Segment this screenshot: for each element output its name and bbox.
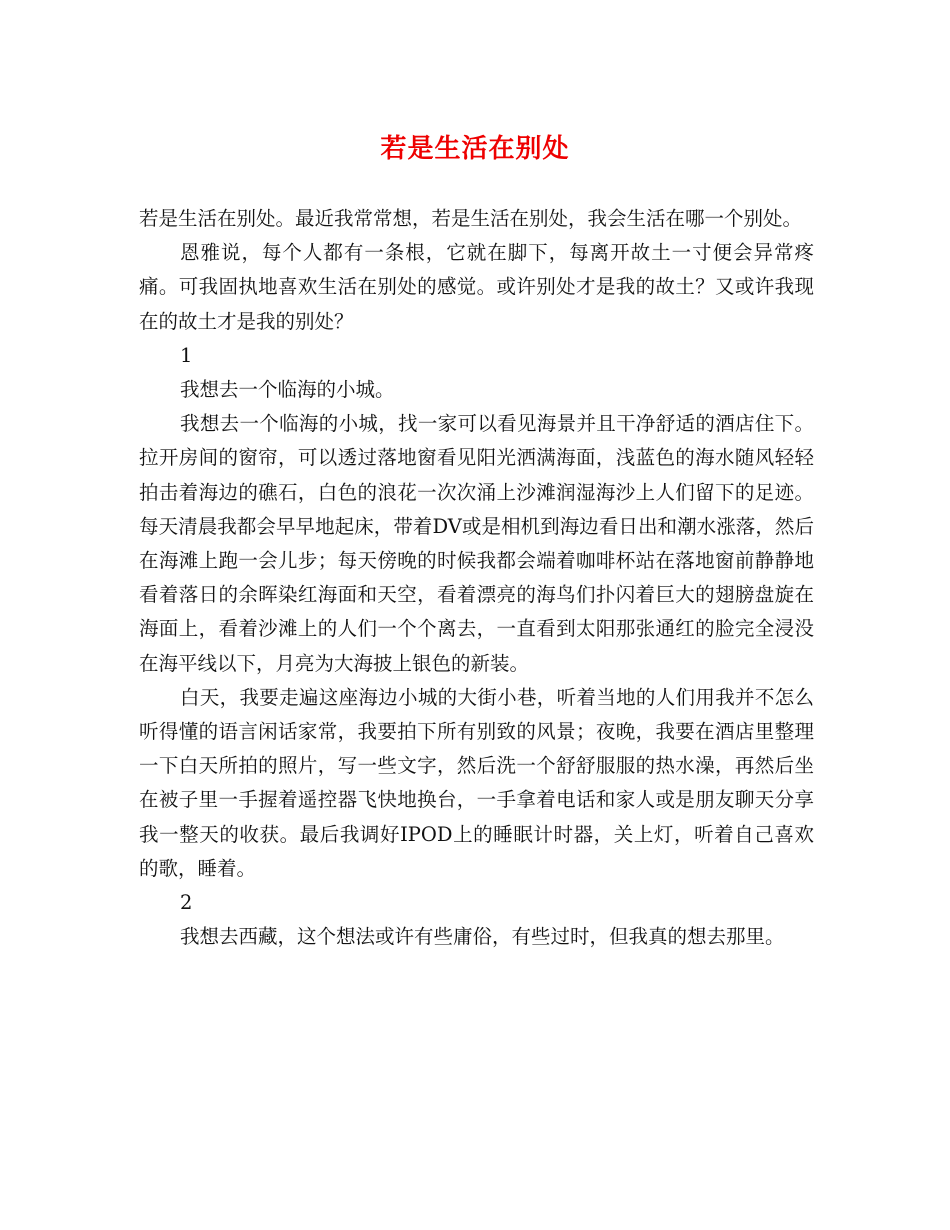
paragraph-intro: 若是生活在别处。最近我常常想，若是生活在别处，我会生活在哪一个别处。	[139, 207, 803, 230]
section-number-2: 2	[180, 891, 193, 915]
paragraph-enya: 恩雅说，每个人都有一条根，它就在脚下，每离开故土一寸便会异常疼痛。可我固执地喜欢生活在别处的感觉。或许别处才是我的故土？又或许我现在的故土才是我的别处？	[139, 241, 814, 333]
document-title: 若是生活在别处	[380, 134, 570, 164]
section-number-1: 1	[180, 343, 193, 367]
paragraph-tibet: 我想去西藏，这个想法或许有些庸俗，有些过时，但我真的想去那里。	[180, 925, 785, 949]
document-body	[139, 202, 814, 954]
paragraph-seaside-hotel: 我想去一个临海的小城，找一家可以看见海景并且干净舒适的酒店住下。拉开房间的窗帘，可以透过落地窗看见阳光洒满海面，浅蓝色的海水随风轻轻拍击着海边的礁石，白色的浪花一次次涌上沙滩润湿海沙上人们留下的足迹。每天清晨我都会早早地起床，带着DV或是相机到海边看日出和潮水涨落，然后在海滩上跑一会儿步；每天傍晚的时候我都会端着咖啡杯站在落地窗前静静地看着落日的余晖染红海面和天空，看着漂亮的海鸟们扑闪着巨大的翅膀盘旋在海面上，看着沙滩上的人们一个个离去，一直看到太阳那张通红的脸完全浸没在海平线以下，月亮为大海披上银色的新装。	[139, 412, 814, 675]
paragraph-seaside-intro: 我想去一个临海的小城。	[180, 378, 395, 402]
paragraph-seaside-day-night: 白天，我要走遍这座海边小城的大街小巷，听着当地的人们用我并不怎么听得懂的语言闲话家常，我要拍下所有别致的风景；夜晚，我要在酒店里整理一下白天所拍的照片，写一些文字，然后洗一个舒舒服服的热水澡，再然后坐在被子里一手握着遥控器飞快地换台，一手拿着电话和家人或是朋友聊天分享我一整天的收获。最后我调好IPOD上的睡眠计时器，关上灯，听着自己喜欢的歌，睡着。	[139, 685, 814, 880]
